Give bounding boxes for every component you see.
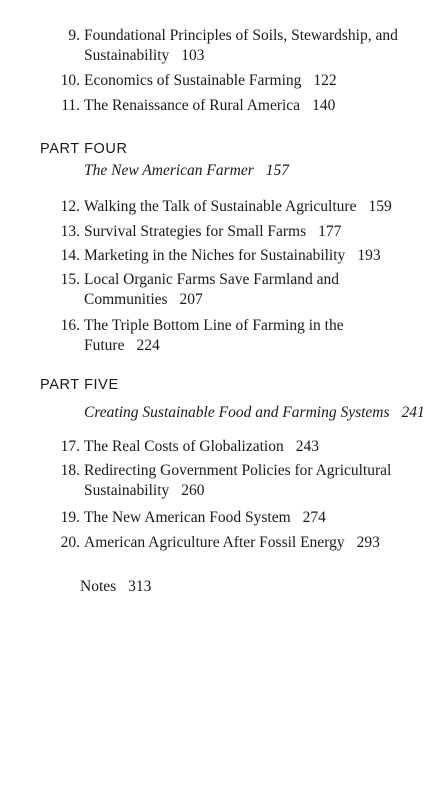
- page-number: 157: [265, 162, 290, 179]
- toc-entry: [58, 461, 408, 501]
- page-number: 293: [356, 534, 380, 551]
- part-heading: PART FIVE: [40, 377, 119, 393]
- chapter-number: 17.: [60, 438, 80, 455]
- page-number: 103: [181, 47, 205, 64]
- toc-entry: [58, 533, 408, 553]
- part-subtitle: [84, 404, 425, 422]
- part-heading: PART FOUR: [40, 141, 128, 157]
- part-title: Creating Sustainable Food and Farming Systems: [84, 404, 390, 421]
- chapter-text: [84, 508, 408, 528]
- chapter-number: 16.: [60, 317, 80, 334]
- toc-entry: [58, 71, 408, 91]
- chapter-number: 20.: [60, 534, 80, 551]
- page-number: 241: [401, 404, 425, 421]
- chapter-number: 10.: [60, 72, 80, 89]
- chapter-title: Local Organic Farms Save Farmland and Communities: [84, 271, 339, 308]
- page-number: 260: [181, 482, 205, 499]
- chapter-number: 11.: [61, 97, 80, 114]
- chapter-number: 13.: [60, 223, 80, 240]
- chapter-text: [84, 197, 408, 217]
- chapter-number: 14.: [60, 247, 80, 264]
- page-number: 243: [295, 438, 319, 455]
- chapter-title: The Renaissance of Rural America: [84, 97, 301, 114]
- page-number: 122: [313, 72, 337, 89]
- notes-label: Notes: [80, 578, 117, 595]
- chapter-title: The Real Costs of Globalization: [84, 438, 284, 455]
- toc-entry: [58, 246, 408, 266]
- chapter-text: [84, 26, 408, 66]
- part-title: The New American Farmer: [84, 162, 254, 179]
- page-number: 177: [318, 223, 342, 240]
- chapter-title: Marketing in the Niches for Sustainability: [84, 247, 346, 264]
- chapter-title: The Triple Bottom Line of Farming in the Future: [84, 317, 344, 354]
- chapter-number: 12.: [60, 198, 80, 215]
- page-number: 313: [128, 578, 152, 595]
- toc-entry: [58, 437, 408, 457]
- page-number: 159: [368, 198, 392, 215]
- chapter-title: American Agriculture After Fossil Energy: [84, 534, 345, 551]
- chapter-title: Redirecting Government Policies for Agricultural Sustainability: [84, 462, 392, 499]
- page-number: 207: [179, 291, 203, 308]
- chapter-number: 18.: [60, 462, 80, 479]
- chapter-text: [84, 96, 408, 116]
- toc-entry: [58, 222, 408, 242]
- page-number: 140: [312, 97, 336, 114]
- part-subtitle: [84, 162, 289, 180]
- chapter-text: [84, 246, 408, 266]
- chapter-title: Survival Strategies for Small Farms: [84, 223, 307, 240]
- chapter-text: [84, 270, 408, 310]
- toc-entry: [58, 96, 408, 116]
- toc-entry: [58, 316, 408, 356]
- page-number: 193: [357, 247, 381, 264]
- chapter-text: [84, 316, 408, 356]
- chapter-text: [84, 71, 408, 91]
- chapter-title: Foundational Principles of Soils, Stewardship, and Sustainability: [84, 27, 398, 64]
- chapter-title: Walking the Talk of Sustainable Agriculture: [84, 198, 357, 215]
- chapter-number: 9.: [68, 27, 80, 44]
- toc-entry: [58, 508, 408, 528]
- toc-entry: [58, 270, 408, 310]
- page-number: 224: [136, 337, 160, 354]
- toc-entry: [58, 26, 408, 66]
- chapter-number: 19.: [60, 509, 80, 526]
- chapter-title: The New American Food System: [84, 509, 291, 526]
- chapter-text: [84, 437, 408, 457]
- toc-entry: [58, 197, 408, 217]
- notes-entry: [80, 578, 151, 596]
- chapter-text: [84, 533, 408, 553]
- chapter-text: [84, 222, 408, 242]
- chapter-number: 15.: [60, 271, 80, 288]
- page-number: 274: [302, 509, 326, 526]
- chapter-title: Economics of Sustainable Farming: [84, 72, 302, 89]
- chapter-text: [84, 461, 408, 501]
